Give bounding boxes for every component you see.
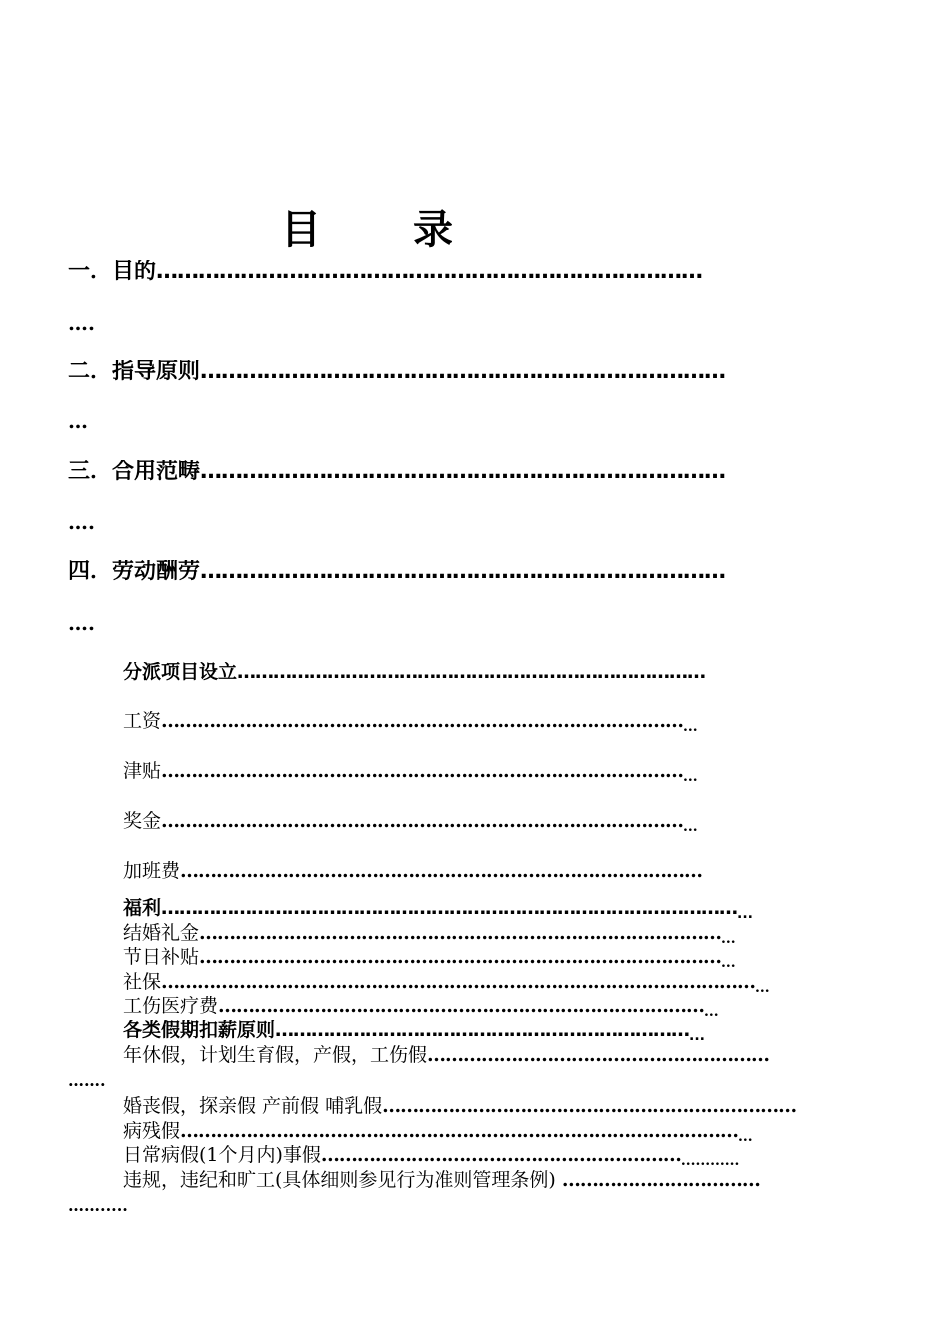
toc-subentry-wages[interactable]	[123, 711, 883, 735]
toc-leader-tail: ...	[704, 1004, 719, 1020]
toc-entry-label: 三．合用范畴	[68, 460, 201, 484]
toc-subentry-bonus[interactable]	[123, 811, 883, 835]
toc-subentry-sick-leave[interactable]	[123, 1145, 883, 1169]
toc-leader-tail: ...	[738, 1129, 753, 1145]
toc-leader-tail: ...	[683, 719, 698, 735]
toc-entry-label: 津贴	[123, 761, 162, 782]
toc-entry-label: 四．劳动酬劳	[68, 560, 201, 584]
toc-leader-tail: ...	[683, 819, 698, 835]
toc-entry-label: 工伤医疗费	[123, 996, 219, 1017]
toc-entry-compensation[interactable]	[68, 560, 882, 584]
toc-entry-label: 各类假期扣薪原则	[123, 1020, 276, 1041]
toc-subentry-violations[interactable]	[123, 1170, 883, 1191]
toc-subentry-allowance[interactable]	[123, 761, 883, 785]
toc-leader-dots: ……………………………………………………………………	[156, 260, 703, 284]
toc-leader-dots: …………………………………………………………………	[200, 460, 726, 484]
toc-entry-label: 婚丧假，探亲假 产前假 哺乳假	[123, 1096, 383, 1117]
toc-subentry-annual-leave[interactable]	[123, 1045, 883, 1066]
toc-subentry-injury-medical[interactable]	[123, 996, 883, 1020]
toc-entry-continuation: ….	[68, 511, 95, 533]
toc-entry-label: 社保	[123, 972, 162, 993]
toc-subentry-leave-deduction[interactable]	[123, 1020, 883, 1044]
toc-leader-dots: ……………………………	[561, 1170, 760, 1191]
toc-subentry-overtime[interactable]	[123, 861, 883, 882]
toc-entry-continuation: …….....	[68, 1197, 128, 1215]
toc-leader-tail: ...	[721, 931, 736, 947]
toc-subentry-distribution[interactable]	[123, 662, 871, 683]
toc-entry-label: 奖金	[123, 811, 162, 832]
toc-subentry-wedding-gift[interactable]	[123, 923, 883, 947]
toc-entry-continuation: ….	[68, 312, 95, 334]
toc-leader-dots: ……………………………………………………………………………	[180, 861, 703, 882]
toc-entry-continuation: …….	[68, 1072, 106, 1090]
toc-entry-continuation: ….	[68, 612, 95, 634]
toc-leader-dots: ……………………………………………………………	[382, 1096, 797, 1117]
toc-leader-tail: ...	[689, 1028, 705, 1044]
toc-leader-dots: ……………………………………………………………………	[237, 662, 706, 683]
toc-leader-dots: ……………………………………………………………………………	[199, 923, 722, 944]
toc-entry-label: 违规，违纪和旷工(具体细则参见行为准则管理条例)	[123, 1170, 562, 1191]
toc-subentry-welfare[interactable]	[123, 898, 883, 922]
toc-entry-guiding-principles[interactable]	[68, 360, 882, 384]
toc-leader-dots: ……………………………………………………………………………	[199, 947, 722, 968]
toc-leader-tail: ...	[737, 906, 753, 922]
toc-entry-label: 节日补贴	[123, 947, 200, 968]
toc-leader-dots: ……………………………………………………………	[275, 1020, 690, 1041]
toc-leader-tail: ...	[721, 955, 736, 971]
toc-leader-dots: ……………………………………………………	[320, 1145, 681, 1166]
toc-leader-dots: ……………………………………………………………………………	[161, 761, 684, 782]
toc-subentry-holiday-subsidy[interactable]	[123, 947, 883, 971]
toc-entry-label: 分派项目设立	[123, 662, 238, 683]
toc-leader-dots: …………………………………………………………………	[200, 560, 726, 584]
toc-leader-dots: ………………………………………………………………………	[218, 996, 705, 1017]
toc-entry-label: 一．目的	[68, 260, 157, 284]
toc-leader-tail: ...	[683, 769, 698, 785]
toc-subentry-marriage-leave[interactable]	[123, 1096, 873, 1117]
toc-entry-label: 福利	[123, 898, 162, 919]
toc-leader-dots: …………………………………………………………………	[200, 360, 726, 384]
toc-title: 目 录	[281, 207, 479, 253]
toc-entry-label: 年休假，计划生育假，产假，工伤假	[123, 1045, 428, 1066]
toc-subentry-social-insurance[interactable]	[123, 972, 883, 996]
toc-leader-dots: ……………………………………………………………………………	[161, 811, 684, 832]
toc-entry-label: 病残假	[123, 1121, 181, 1142]
toc-leader-dots: ……………………………………………………………………………	[161, 711, 684, 732]
toc-entry-label: 结婚礼金	[123, 923, 200, 944]
toc-leader-tail: ...	[755, 980, 770, 996]
toc-leader-dots: …………………………………………………	[427, 1045, 770, 1066]
toc-leader-tail: ............	[680, 1153, 740, 1169]
toc-entry-label: 加班费	[123, 861, 181, 882]
toc-entry-label: 日常病假(1个月内)事假	[123, 1145, 321, 1166]
toc-entry-continuation: …	[68, 410, 88, 432]
toc-entry-scope[interactable]	[68, 460, 882, 484]
toc-leader-dots: …………………………………………………………………………………	[180, 1121, 739, 1142]
toc-entry-label: 工资	[123, 711, 162, 732]
toc-subentry-disability-leave[interactable]	[123, 1121, 883, 1145]
toc-entry-label: 二．指导原则	[68, 360, 201, 384]
toc-entry-purpose[interactable]	[68, 260, 882, 284]
toc-leader-dots: ……………………………………………………………………………………	[161, 898, 738, 919]
toc-leader-dots: ………………………………………………………………………………………	[161, 972, 756, 993]
